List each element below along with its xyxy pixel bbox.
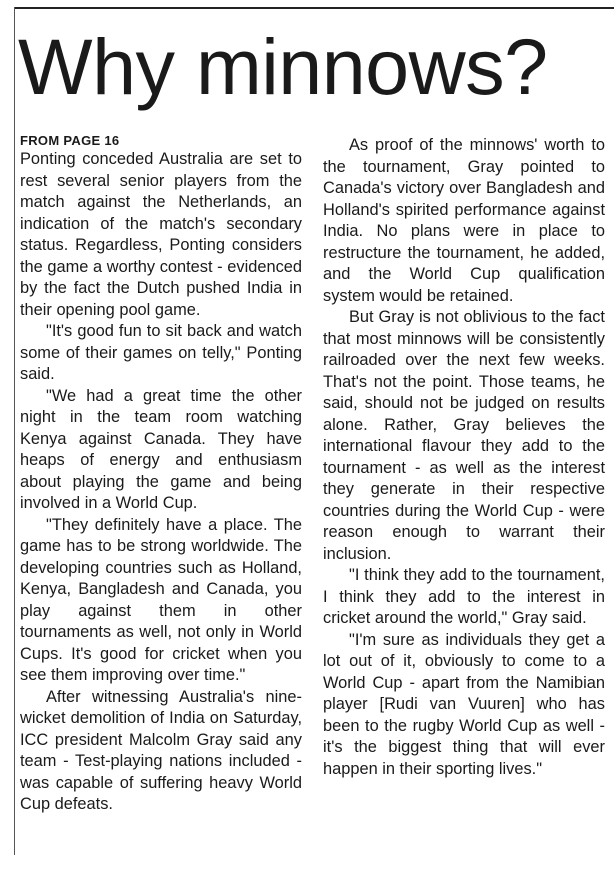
paragraph: After witnessing Australia's nine-wicket demolition of India on Saturday, ICC president Malcolm Gray said any team - Test-playing nations included - was capable of suffering heavy World Cup defeats.	[20, 687, 302, 813]
paragraph: "It's good fun to sit back and watch some of their games on telly," Ponting said.	[20, 322, 302, 383]
left-column	[20, 133, 302, 816]
paragraph: Ponting conceded Australia are set to rest several senior players from the match against the Netherlands, an indication of the match's secondary status. Regardless, Ponting considers the game a worthy contest - evidenced by the fact the Dutch pushed India in their opening pool game.	[20, 150, 302, 319]
paragraph: As proof of the minnows' worth to the tournament, Gray pointed to Canada's victory over Bangladesh and Holland's spirited performance against India. No plans were in place to restructure the tournament, he added, and the World Cup qualification system would be retained.	[323, 136, 605, 305]
paragraph: "I think they add to the tournament, I think they add to the interest in cricket around the world," Gray said.	[323, 566, 605, 627]
headline: Why minnows?	[18, 22, 548, 111]
continued-from-label: FROM PAGE 16	[20, 133, 120, 148]
paragraph: But Gray is not oblivious to the fact that most minnows will be consistently railroaded over the next few weeks. That's not the point. Those teams, he said, should not be judged on results alone. Rather, Gray believes the international flavour they add to the tournament - as well as the interest they generate in their respective countries during the World Cup - were reason enough to warrant their inclusion.	[323, 308, 605, 563]
paragraph: "They definitely have a place. The game has to be strong worldwide. The developing countries such as Holland, Kenya, Bangladesh and Canada, you play against them in other tournaments as well, not only in World Cups. It's good for cricket when you see them improving over time."	[20, 515, 302, 684]
top-rule	[14, 7, 614, 9]
paragraph: "We had a great time the other night in the team room watching Kenya against Canada. They have heaps of energy and enthusiasm about playing the game and being involved in a World Cup.	[20, 386, 302, 512]
left-rule	[14, 7, 15, 855]
paragraph: "I'm sure as individuals they get a lot out of it, obviously to come to a World Cup - apart from the Namibian player [Rudi van Vuuren] who has been to the rugby World Cup as well - it's the biggest thing that will ever happen in their sporting lives."	[323, 630, 605, 778]
right-column	[323, 135, 605, 780]
